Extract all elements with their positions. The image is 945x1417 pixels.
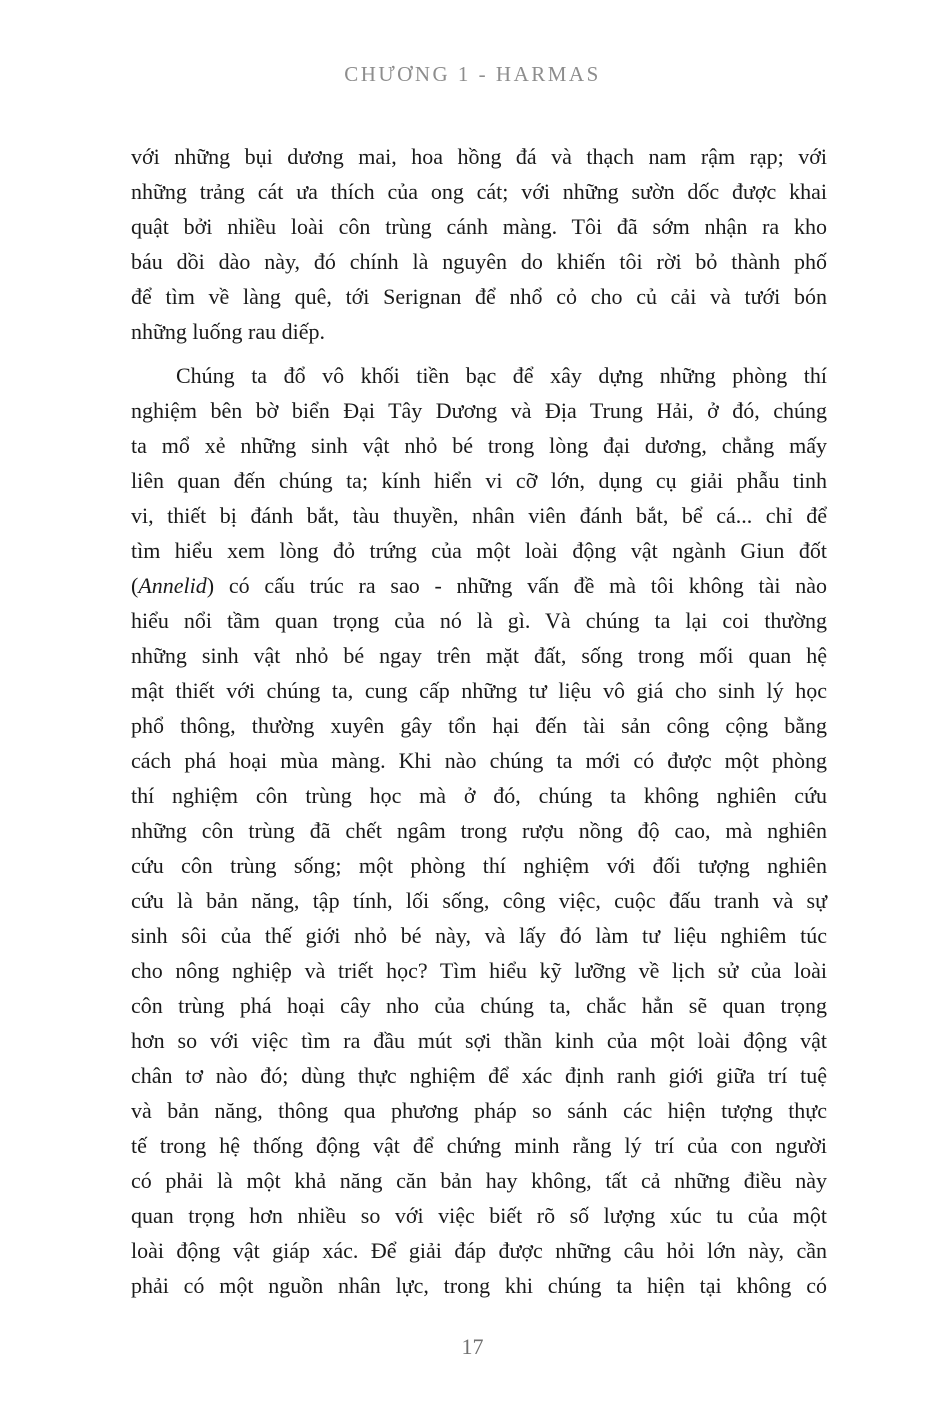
text-line: tìm hiểu xem lòng đỏ trứng của một loài động vật ngành Giun đốt	[131, 538, 827, 563]
text-line: mật thiết với chúng ta, cung cấp những tư liệu vô giá cho sinh lý học	[131, 678, 827, 703]
paragraph	[131, 358, 827, 1303]
text-line: những sinh vật nhỏ bé ngay trên mặt đất, sống trong mối quan hệ	[131, 643, 827, 668]
text-line: những trảng cát ưa thích của ong cát; với những sườn dốc được khai	[131, 179, 827, 204]
text-line: và bản năng, thông qua phương pháp so sánh các hiện tượng thực	[131, 1098, 827, 1123]
text-line: côn trùng phá hoại cây nho của chúng ta, chắc hẳn sẽ quan trọng	[131, 993, 827, 1018]
text-line: để tìm về làng quê, tới Serignan để nhổ cỏ cho củ cải và tưới bón	[131, 284, 827, 309]
text-line: thí nghiệm côn trùng học mà ở đó, chúng ta không nghiên cứu	[131, 783, 827, 808]
text-line: vi, thiết bị đánh bắt, tàu thuyền, nhân viên đánh bắt, bể cá... chỉ để	[131, 503, 827, 528]
text-line: (Annelid) có cấu trúc ra sao - những vấn đề mà tôi không tài nào	[131, 573, 827, 598]
text-line: nghiệm bên bờ biển Đại Tây Dương và Địa Trung Hải, ở đó, chúng	[131, 398, 827, 423]
text-line: quật bởi nhiều loài côn trùng cánh màng. Tôi đã sớm nhận ra kho	[131, 214, 827, 239]
chapter-running-header: CHƯƠNG 1 - HARMAS	[344, 62, 601, 86]
text-line: liên quan đến chúng ta; kính hiển vi cỡ lớn, dụng cụ giải phẫu tinh	[131, 468, 827, 493]
text-line: ta mổ xẻ những sinh vật nhỏ bé trong lòng đại dương, chẳng mấy	[131, 433, 827, 458]
text-line: quan trọng hơn nhiều so với việc biết rõ số lượng xúc tu của một	[131, 1203, 827, 1228]
text-line: loài động vật giáp xác. Để giải đáp được những câu hỏi lớn này, cần	[131, 1238, 827, 1263]
text-line: hiểu nổi tầm quan trọng của nó là gì. Và chúng ta lại coi thường	[131, 608, 827, 633]
page-number: 17	[461, 1334, 484, 1359]
text-line: với những bụi dương mai, hoa hồng đá và thạch nam rậm rạp; với	[131, 144, 827, 169]
page-body-text	[131, 139, 827, 1303]
text-line: chân tơ nào đó; dùng thực nghiệm để xác định ranh giới giữa trí tuệ	[131, 1063, 827, 1088]
text-line: Chúng ta đổ vô khối tiền bạc để xây dựng những phòng thí	[176, 363, 827, 388]
text-line: hơn so với việc tìm ra đầu mút sợi thần kinh của một loài động vật	[131, 1028, 827, 1053]
text-line: cách phá hoại mùa màng. Khi nào chúng ta mới có được một phòng	[131, 748, 827, 773]
text-line: có phải là một khả năng căn bản hay không, tất cả những điều này	[131, 1168, 827, 1193]
species-name-italic: Annelid	[138, 573, 207, 598]
text-line: cứu côn trùng sống; một phòng thí nghiệm với đối tượng nghiên	[131, 853, 827, 878]
text-line: những luống rau diếp.	[131, 319, 326, 344]
text-line: phải có một nguồn nhân lực, trong khi chúng ta hiện tại không có	[131, 1273, 827, 1298]
text-line: cứu là bản năng, tập tính, lối sống, công việc, cuộc đấu tranh và sự	[131, 888, 827, 913]
text-line: phổ thông, thường xuyên gây tổn hại đến tài sản công cộng bằng	[131, 713, 827, 738]
text-line: những côn trùng đã chết ngâm trong rượu nồng độ cao, mà nghiên	[131, 818, 827, 843]
text-line: báu dồi dào này, đó chính là nguyên do khiến tôi rời bỏ thành phố	[131, 249, 827, 274]
text-line: sinh sôi của thế giới nhỏ bé này, và lấy đó làm tư liệu nghiêm túc	[131, 923, 827, 948]
paragraph	[131, 139, 827, 349]
text-line: tế trong hệ thống động vật để chứng minh rằng lý trí của con người	[131, 1133, 827, 1158]
text-line: cho nông nghiệp và triết học? Tìm hiểu kỹ lưỡng về lịch sử của loài	[131, 958, 827, 983]
